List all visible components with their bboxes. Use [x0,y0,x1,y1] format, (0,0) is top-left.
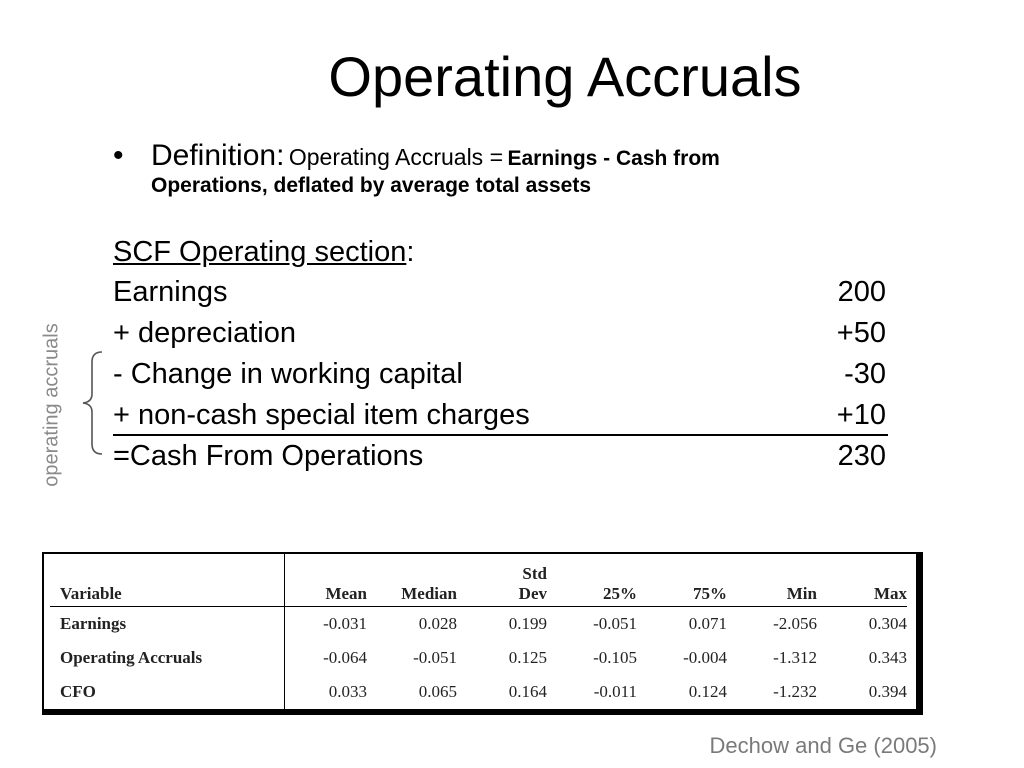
definition-formula-part-2: Operations, deflated by average total assets [151,174,591,197]
cell-mean: -0.031 [285,607,368,642]
header-p75: 75% [637,554,727,607]
scf-heading-colon: : [406,236,415,268]
cell-p25: -0.011 [593,682,637,701]
scf-row-special-items [113,395,888,436]
cell-max: 0.343 [868,648,907,667]
header-std-top: Std [522,564,547,583]
cell-p75: 0.124 [688,682,727,701]
scf-row-amount: 230 [837,440,886,472]
cell-max: 0.304 [868,614,907,633]
summary-statistics-table [42,552,923,715]
scf-row-amount: +10 [836,399,886,431]
cell-median: -0.051 [413,648,457,667]
cell-std: 0.164 [508,682,547,701]
cell-p75: -0.004 [683,648,727,667]
header-std-dev [457,554,547,607]
header-median: Median [367,554,457,607]
scf-row-earnings [113,272,888,313]
cell-mean: -0.064 [285,641,368,675]
scf-row-label: + depreciation [113,317,296,349]
scf-row-depreciation [113,313,888,354]
slide-title: Operating Accruals [328,45,802,108]
definition-label: Definition: [151,139,285,172]
scf-row-label: + non-cash special item charges [113,399,530,431]
header-mean: Mean [285,554,368,607]
scf-row-cash-from-operations [113,436,888,477]
table-header-row [50,554,907,607]
scf-row-label: Earnings [113,276,228,308]
scf-row-amount: 200 [837,276,886,308]
table-row [50,641,907,675]
cell-median: 0.028 [418,614,457,633]
definition-formula-part-1: Earnings - Cash from [507,147,720,170]
header-min: Min [727,554,817,607]
cell-p75: 0.071 [688,614,727,633]
cell-p25: -0.051 [593,614,637,633]
cell-min: -2.056 [773,614,817,633]
header-variable: Variable [50,554,285,607]
definition-line-1 [151,138,720,179]
scf-row-amount: -30 [844,358,886,390]
scf-row-label: =Cash From Operations [113,440,424,472]
cell-variable: Earnings [60,614,127,633]
header-max: Max [817,554,907,607]
curly-brace-icon [80,350,110,456]
header-p25: 25% [547,554,637,607]
cell-std: 0.199 [508,614,547,633]
cell-std: 0.125 [508,648,547,667]
scf-row-label: - Change in working capital [113,358,463,390]
table-row [50,675,907,709]
cell-min: -1.312 [773,648,817,667]
scf-heading-text: SCF Operating section [113,236,407,268]
cell-median: 0.065 [418,682,457,701]
scf-operating-section [113,232,888,477]
table-row [50,607,907,642]
scf-row-working-capital [113,354,888,395]
bullet-icon: • [113,139,124,172]
header-std-bottom: Dev [518,584,547,603]
definition-term: Operating Accruals = [288,144,504,170]
scf-row-amount: +50 [836,317,886,349]
cell-p25: -0.105 [593,648,637,667]
cell-variable: Operating Accruals [60,648,203,667]
scf-heading [113,232,888,272]
cell-max: 0.394 [868,682,907,701]
citation-credit: Dechow and Ge (2005) [709,733,937,758]
cell-variable: CFO [60,682,96,701]
cell-min: -1.232 [773,682,817,701]
cell-mean: 0.033 [285,675,368,709]
stats-table [50,554,907,709]
operating-accruals-side-label: operating accruals [40,323,63,487]
